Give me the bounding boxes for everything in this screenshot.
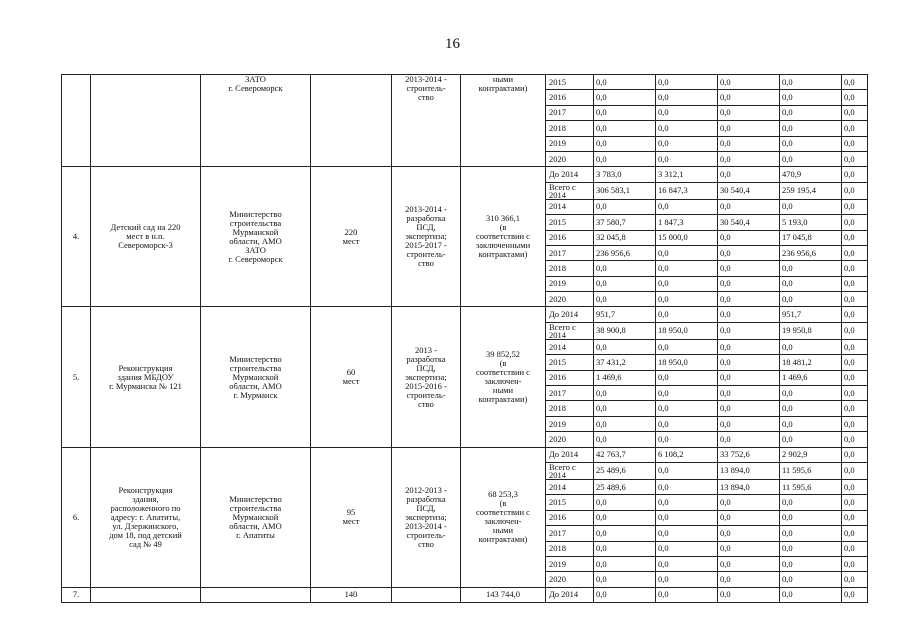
other-value-cell: 0,0 [842, 230, 868, 245]
federal-value-cell: 0,0 [656, 307, 718, 322]
year-cell: До 2014 [546, 307, 594, 322]
regional-value-cell: 0,0 [718, 510, 780, 525]
federal-value-cell: 0,0 [656, 572, 718, 587]
other-value-cell: 0,0 [842, 182, 868, 199]
local-value-cell: 11 595,6 [780, 462, 842, 479]
year-cell: До 2014 [546, 587, 594, 602]
total-value-cell: 0,0 [594, 292, 656, 307]
federal-value-cell: 18 950,0 [656, 355, 718, 370]
total-value-cell: 0,0 [594, 199, 656, 214]
regional-value-cell: 30 540,4 [718, 215, 780, 230]
total-value-cell: 0,0 [594, 75, 656, 90]
local-value-cell: 0,0 [780, 510, 842, 525]
customer-cell: ЗАТО г. Североморск [201, 75, 311, 167]
year-cell: 2015 [546, 215, 594, 230]
cost-cell: 143 744,0 [461, 587, 546, 602]
federal-value-cell: 0,0 [656, 75, 718, 90]
object-name-cell: Реконструкция здания МБДОУ г. Мурманска № 121 [91, 307, 201, 447]
local-value-cell: 0,0 [780, 151, 842, 166]
regional-value-cell: 0,0 [718, 572, 780, 587]
total-value-cell: 1 469,6 [594, 370, 656, 385]
other-value-cell: 0,0 [842, 572, 868, 587]
other-value-cell: 0,0 [842, 199, 868, 214]
table-row [62, 587, 868, 602]
regional-value-cell: 0,0 [718, 401, 780, 416]
federal-value-cell: 15 000,0 [656, 230, 718, 245]
federal-value-cell: 0,0 [656, 151, 718, 166]
regional-value-cell: 0,0 [718, 167, 780, 182]
regional-value-cell: 13 894,0 [718, 462, 780, 479]
local-value-cell: 1 469,6 [780, 370, 842, 385]
local-value-cell: 0,0 [780, 495, 842, 510]
regional-value-cell: 0,0 [718, 587, 780, 602]
federal-value-cell: 0,0 [656, 495, 718, 510]
regional-value-cell: 0,0 [718, 292, 780, 307]
local-value-cell: 0,0 [780, 339, 842, 354]
year-cell: 2019 [546, 136, 594, 151]
total-value-cell: 0,0 [594, 151, 656, 166]
other-value-cell: 0,0 [842, 105, 868, 120]
row-number-cell: 5. [62, 307, 91, 447]
year-cell: 2015 [546, 75, 594, 90]
local-value-cell: 11 595,6 [780, 479, 842, 494]
federal-value-cell: 0,0 [656, 121, 718, 136]
regional-value-cell: 0,0 [718, 307, 780, 322]
local-value-cell: 0,0 [780, 541, 842, 556]
other-value-cell: 0,0 [842, 495, 868, 510]
regional-value-cell: 0,0 [718, 245, 780, 260]
total-value-cell: 32 045,8 [594, 230, 656, 245]
local-value-cell: 0,0 [780, 199, 842, 214]
year-cell: Всего с 2014 [546, 322, 594, 339]
program-table [61, 74, 868, 603]
federal-value-cell: 18 950,0 [656, 322, 718, 339]
cost-cell: 310 366,1 (в соответствии с заключенными контрактами) [461, 167, 546, 307]
year-cell: 2016 [546, 370, 594, 385]
local-value-cell: 0,0 [780, 121, 842, 136]
year-cell: 2016 [546, 230, 594, 245]
local-value-cell: 0,0 [780, 432, 842, 447]
total-value-cell: 0,0 [594, 416, 656, 431]
regional-value-cell: 0,0 [718, 121, 780, 136]
federal-value-cell: 0,0 [656, 386, 718, 401]
year-cell: 2016 [546, 90, 594, 105]
local-value-cell: 0,0 [780, 292, 842, 307]
year-cell: 2018 [546, 401, 594, 416]
year-cell: 2018 [546, 541, 594, 556]
regional-value-cell: 30 540,4 [718, 182, 780, 199]
local-value-cell: 0,0 [780, 572, 842, 587]
other-value-cell: 0,0 [842, 167, 868, 182]
cost-cell: 68 253,3 (в соответствии с заключен- ными контрактами) [461, 447, 546, 587]
regional-value-cell: 0,0 [718, 90, 780, 105]
regional-value-cell: 33 752,6 [718, 447, 780, 462]
capacity-cell [311, 75, 392, 167]
period-cell: 2012-2013 - разработка ПСД, экспертиза; 2013-2014 - строитель- ство [392, 447, 461, 587]
year-cell: 2020 [546, 292, 594, 307]
year-cell: 2015 [546, 355, 594, 370]
capacity-cell: 140 [311, 587, 392, 602]
other-value-cell: 0,0 [842, 215, 868, 230]
other-value-cell: 0,0 [842, 556, 868, 571]
total-value-cell: 0,0 [594, 432, 656, 447]
federal-value-cell: 0,0 [656, 541, 718, 556]
year-cell: До 2014 [546, 167, 594, 182]
table-body [62, 75, 868, 603]
other-value-cell: 0,0 [842, 245, 868, 260]
total-value-cell: 0,0 [594, 541, 656, 556]
other-value-cell: 0,0 [842, 276, 868, 291]
local-value-cell: 0,0 [780, 526, 842, 541]
regional-value-cell: 0,0 [718, 261, 780, 276]
total-value-cell: 0,0 [594, 90, 656, 105]
federal-value-cell: 1 847,3 [656, 215, 718, 230]
year-cell: 2018 [546, 121, 594, 136]
federal-value-cell: 0,0 [656, 587, 718, 602]
table-row [62, 167, 868, 182]
total-value-cell: 0,0 [594, 261, 656, 276]
year-cell: 2017 [546, 105, 594, 120]
total-value-cell: 0,0 [594, 556, 656, 571]
object-name-cell [91, 587, 201, 602]
other-value-cell: 0,0 [842, 510, 868, 525]
regional-value-cell: 0,0 [718, 495, 780, 510]
object-name-cell: Детский сад на 220 мест в н.п. Североморск-3 [91, 167, 201, 307]
regional-value-cell: 0,0 [718, 199, 780, 214]
year-cell: 2019 [546, 556, 594, 571]
local-value-cell: 236 956,6 [780, 245, 842, 260]
total-value-cell: 37 431,2 [594, 355, 656, 370]
total-value-cell: 0,0 [594, 510, 656, 525]
local-value-cell: 0,0 [780, 416, 842, 431]
regional-value-cell: 0,0 [718, 151, 780, 166]
federal-value-cell: 0,0 [656, 479, 718, 494]
total-value-cell: 3 783,0 [594, 167, 656, 182]
other-value-cell: 0,0 [842, 151, 868, 166]
federal-value-cell: 0,0 [656, 90, 718, 105]
local-value-cell: 0,0 [780, 401, 842, 416]
table-row [62, 307, 868, 322]
regional-value-cell: 0,0 [718, 432, 780, 447]
other-value-cell: 0,0 [842, 355, 868, 370]
local-value-cell: 18 481,2 [780, 355, 842, 370]
capacity-cell: 60 мест [311, 307, 392, 447]
row-number-cell: 6. [62, 447, 91, 587]
total-value-cell: 0,0 [594, 276, 656, 291]
year-cell: 2019 [546, 276, 594, 291]
cost-cell: ными контрактами) [461, 75, 546, 167]
local-value-cell: 5 193,0 [780, 215, 842, 230]
period-cell: 2013-2014 - разработка ПСД, экспертиза; 2015-2017 - строитель- ство [392, 167, 461, 307]
regional-value-cell: 0,0 [718, 75, 780, 90]
other-value-cell: 0,0 [842, 479, 868, 494]
year-cell: 2018 [546, 261, 594, 276]
regional-value-cell: 0,0 [718, 230, 780, 245]
federal-value-cell: 0,0 [656, 401, 718, 416]
local-value-cell: 17 045,8 [780, 230, 842, 245]
local-value-cell: 0,0 [780, 587, 842, 602]
local-value-cell: 2 902,9 [780, 447, 842, 462]
federal-value-cell: 16 847,3 [656, 182, 718, 199]
year-cell: 2017 [546, 526, 594, 541]
federal-value-cell: 0,0 [656, 339, 718, 354]
object-name-cell [91, 75, 201, 167]
table-row [62, 447, 868, 462]
year-cell: 2020 [546, 572, 594, 587]
federal-value-cell: 0,0 [656, 370, 718, 385]
regional-value-cell: 0,0 [718, 276, 780, 291]
total-value-cell: 25 489,6 [594, 479, 656, 494]
other-value-cell: 0,0 [842, 447, 868, 462]
total-value-cell: 0,0 [594, 526, 656, 541]
local-value-cell: 0,0 [780, 75, 842, 90]
other-value-cell: 0,0 [842, 401, 868, 416]
total-value-cell: 0,0 [594, 386, 656, 401]
other-value-cell: 0,0 [842, 432, 868, 447]
other-value-cell: 0,0 [842, 541, 868, 556]
customer-cell: Министерство строительства Мурманской области, АМО ЗАТО г. Североморск [201, 167, 311, 307]
period-cell: 2013 - разработка ПСД, экспертиза; 2015-2016 - строитель- ство [392, 307, 461, 447]
total-value-cell: 306 583,1 [594, 182, 656, 199]
other-value-cell: 0,0 [842, 462, 868, 479]
regional-value-cell: 0,0 [718, 136, 780, 151]
other-value-cell: 0,0 [842, 370, 868, 385]
other-value-cell: 0,0 [842, 339, 868, 354]
regional-value-cell: 13 894,0 [718, 479, 780, 494]
year-cell: 2020 [546, 432, 594, 447]
total-value-cell: 0,0 [594, 339, 656, 354]
year-cell: 2017 [546, 245, 594, 260]
local-value-cell: 0,0 [780, 90, 842, 105]
regional-value-cell: 0,0 [718, 370, 780, 385]
year-cell: 2016 [546, 510, 594, 525]
regional-value-cell: 0,0 [718, 556, 780, 571]
regional-value-cell: 0,0 [718, 541, 780, 556]
federal-value-cell: 0,0 [656, 245, 718, 260]
total-value-cell: 42 763,7 [594, 447, 656, 462]
regional-value-cell: 0,0 [718, 526, 780, 541]
federal-value-cell: 3 312,1 [656, 167, 718, 182]
total-value-cell: 0,0 [594, 572, 656, 587]
customer-cell [201, 587, 311, 602]
table-row [62, 75, 868, 90]
local-value-cell: 0,0 [780, 276, 842, 291]
total-value-cell: 0,0 [594, 587, 656, 602]
total-value-cell: 0,0 [594, 136, 656, 151]
federal-value-cell: 0,0 [656, 416, 718, 431]
local-value-cell: 0,0 [780, 386, 842, 401]
regional-value-cell: 0,0 [718, 416, 780, 431]
year-cell: До 2014 [546, 447, 594, 462]
total-value-cell: 236 956,6 [594, 245, 656, 260]
regional-value-cell: 0,0 [718, 386, 780, 401]
regional-value-cell: 0,0 [718, 322, 780, 339]
object-name-cell: Реконструкция здания, расположенного по адресу: г. Апатиты, ул. Дзержинского, дом 18, под детский сад № 49 [91, 447, 201, 587]
federal-value-cell: 0,0 [656, 105, 718, 120]
federal-value-cell: 0,0 [656, 462, 718, 479]
local-value-cell: 470,9 [780, 167, 842, 182]
total-value-cell: 0,0 [594, 105, 656, 120]
other-value-cell: 0,0 [842, 136, 868, 151]
year-cell: 2020 [546, 151, 594, 166]
row-number-cell [62, 75, 91, 167]
regional-value-cell: 0,0 [718, 339, 780, 354]
federal-value-cell: 0,0 [656, 136, 718, 151]
page-number: 16 [445, 36, 460, 52]
other-value-cell: 0,0 [842, 587, 868, 602]
other-value-cell: 0,0 [842, 526, 868, 541]
other-value-cell: 0,0 [842, 322, 868, 339]
federal-value-cell: 6 108,2 [656, 447, 718, 462]
local-value-cell: 0,0 [780, 261, 842, 276]
year-cell: Всего с 2014 [546, 462, 594, 479]
regional-value-cell: 0,0 [718, 355, 780, 370]
other-value-cell: 0,0 [842, 121, 868, 136]
federal-value-cell: 0,0 [656, 276, 718, 291]
year-cell: 2015 [546, 495, 594, 510]
capacity-cell: 95 мест [311, 447, 392, 587]
year-cell: Всего с 2014 [546, 182, 594, 199]
local-value-cell: 0,0 [780, 556, 842, 571]
year-cell: 2014 [546, 479, 594, 494]
local-value-cell: 0,0 [780, 136, 842, 151]
total-value-cell: 38 900,8 [594, 322, 656, 339]
local-value-cell: 19 950,8 [780, 322, 842, 339]
other-value-cell: 0,0 [842, 386, 868, 401]
regional-value-cell: 0,0 [718, 105, 780, 120]
total-value-cell: 0,0 [594, 401, 656, 416]
federal-value-cell: 0,0 [656, 526, 718, 541]
federal-value-cell: 0,0 [656, 556, 718, 571]
period-cell [392, 587, 461, 602]
capacity-cell: 220 мест [311, 167, 392, 307]
federal-value-cell: 0,0 [656, 432, 718, 447]
federal-value-cell: 0,0 [656, 199, 718, 214]
other-value-cell: 0,0 [842, 307, 868, 322]
row-number-cell: 4. [62, 167, 91, 307]
other-value-cell: 0,0 [842, 416, 868, 431]
federal-value-cell: 0,0 [656, 510, 718, 525]
total-value-cell: 37 580,7 [594, 215, 656, 230]
year-cell: 2019 [546, 416, 594, 431]
federal-value-cell: 0,0 [656, 292, 718, 307]
customer-cell: Министерство строительства Мурманской области, АМО г. Мурманск [201, 307, 311, 447]
local-value-cell: 0,0 [780, 105, 842, 120]
period-cell: 2013-2014 - строитель- ство [392, 75, 461, 167]
total-value-cell: 0,0 [594, 121, 656, 136]
federal-value-cell: 0,0 [656, 261, 718, 276]
other-value-cell: 0,0 [842, 261, 868, 276]
other-value-cell: 0,0 [842, 292, 868, 307]
total-value-cell: 0,0 [594, 495, 656, 510]
cost-cell: 39 852,52 (в соответствии с заключен- ными контрактами) [461, 307, 546, 447]
year-cell: 2014 [546, 199, 594, 214]
local-value-cell: 951,7 [780, 307, 842, 322]
total-value-cell: 951,7 [594, 307, 656, 322]
other-value-cell: 0,0 [842, 75, 868, 90]
other-value-cell: 0,0 [842, 90, 868, 105]
row-number-cell: 7. [62, 587, 91, 602]
local-value-cell: 259 195,4 [780, 182, 842, 199]
year-cell: 2017 [546, 386, 594, 401]
total-value-cell: 25 489,6 [594, 462, 656, 479]
year-cell: 2014 [546, 339, 594, 354]
customer-cell: Министерство строительства Мурманской области, АМО г. Апатиты [201, 447, 311, 587]
